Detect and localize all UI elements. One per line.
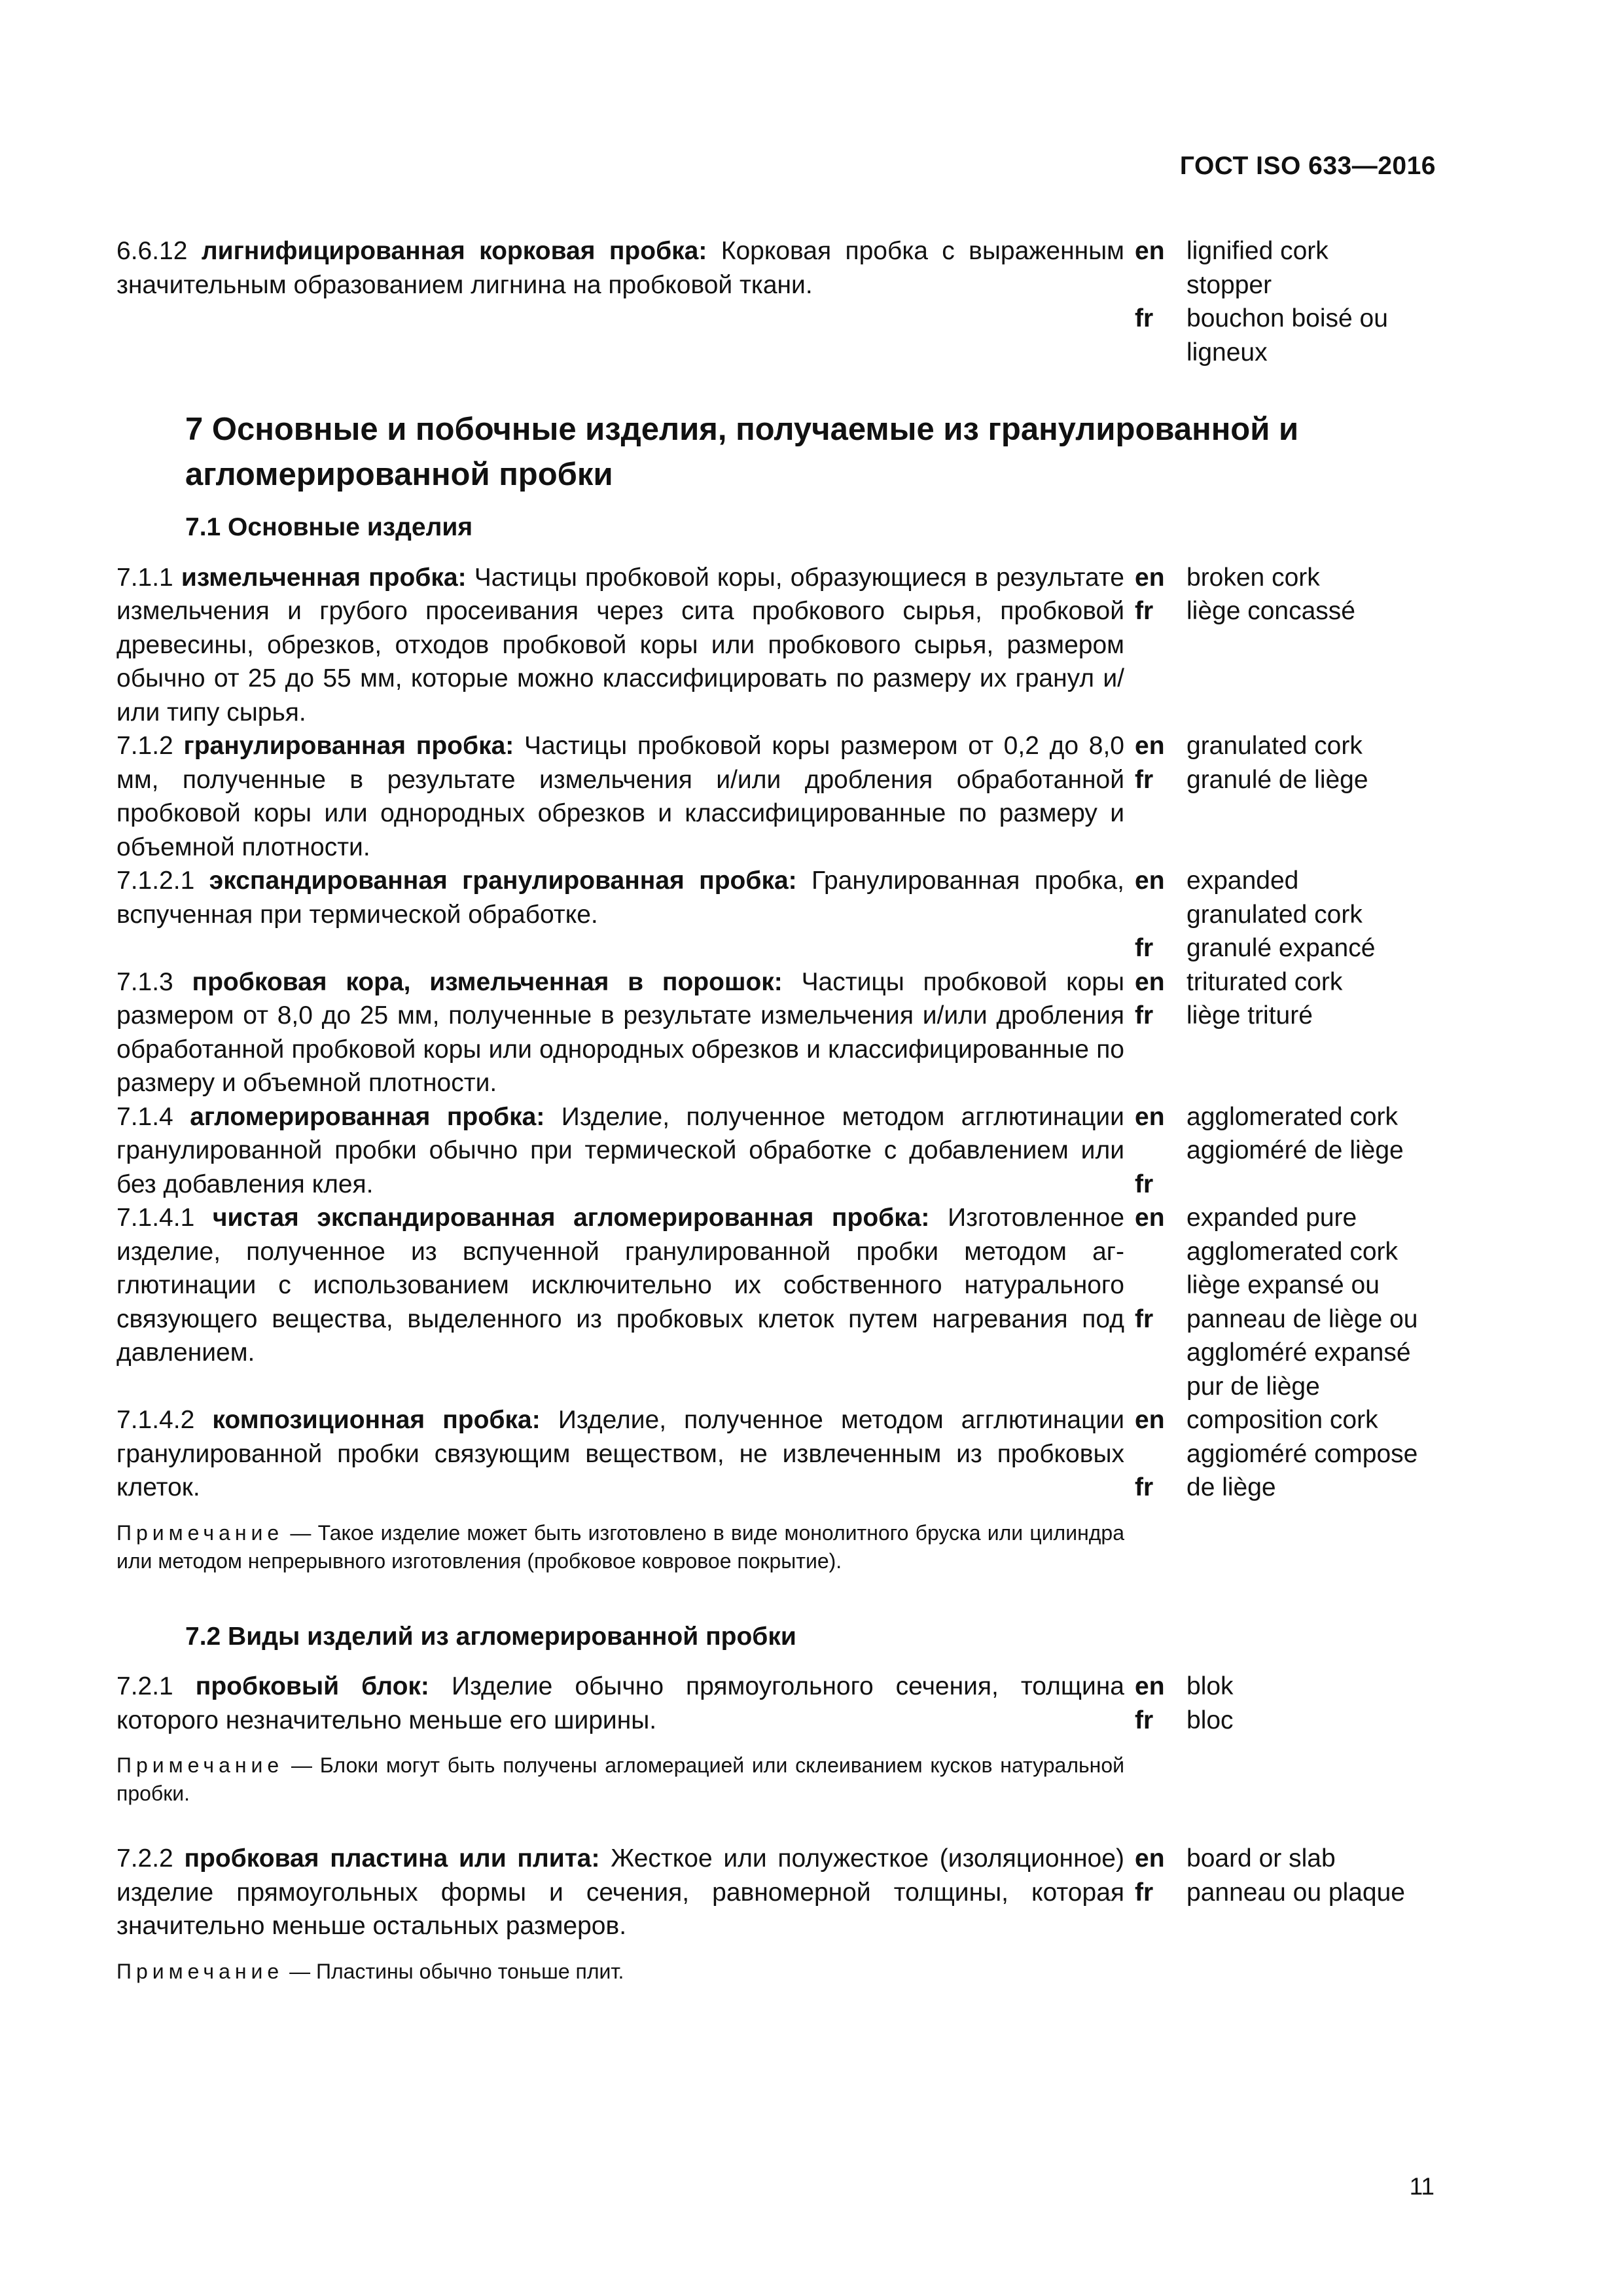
lang-code-fr: fr	[1135, 597, 1154, 625]
entry-term: измельченная пробка:	[181, 563, 467, 592]
entry-definition	[116, 1201, 1124, 1403]
translation-fr: liège trituré	[1186, 1001, 1313, 1030]
entry-note	[116, 1958, 1124, 1986]
lang-code-en: en	[1135, 1672, 1165, 1700]
note-label: Примечание	[116, 1520, 284, 1545]
lang-code-en: en	[1135, 967, 1165, 996]
entry-number: 7.1.4.1	[116, 1204, 195, 1232]
language-codes	[1131, 1201, 1180, 1403]
translation-fr: liège expansé ou panneau de liège ou aggloméré expansé pur de liège	[1186, 1271, 1418, 1401]
entry-note	[116, 1519, 1124, 1575]
lang-code-en: en	[1135, 1406, 1165, 1434]
language-codes	[1131, 1842, 1180, 1986]
translations	[1186, 965, 1419, 1100]
translation-fr: bouchon boisé ou ligneux	[1186, 304, 1388, 367]
entry-number: 7.1.4.2	[116, 1406, 195, 1434]
note-label: Примечание	[116, 1753, 284, 1777]
lang-code-fr: fr	[1135, 1304, 1154, 1333]
term-entry-7-2-2	[116, 1842, 1432, 1986]
entry-text: Изделие обычно прямоугольного сечения, толщина которого незначительно меньше его ширины.	[116, 1672, 1125, 1734]
entry-text: Частицы пробковой коры, образующиеся в результате измельчения и грубого просеивания через сита пробкового сырья, пробковой древесины, обрезков, отходов пробковой коры или пробкового сырья, размером обычно от 25 до 55 мм, которые можно классифицировать по размеру их гранул и/или типу сырья.	[116, 563, 1124, 726]
language-codes	[1131, 864, 1180, 965]
lang-code-fr: fr	[1135, 1706, 1154, 1734]
entry-text: Частицы пробковой коры размером от 8,0 до 25 мм, полученные в результате измельчения и/или дробления обработанной пробковой коры или однородных обрезков и классифицированные по размеру и объемной плотности.	[116, 967, 1124, 1097]
entry-number: 7.1.4	[116, 1102, 173, 1131]
lang-code-fr: fr	[1135, 1170, 1154, 1198]
note-label: Примечание	[116, 1959, 284, 1983]
entry-definition	[116, 1403, 1124, 1505]
entry-text: Корковая пробка с выраженным значительным образованием лигнина на пробковой ткани.	[116, 237, 1124, 299]
entry-text: Изделие, полученное методом агглютинации гранулированной пробки обычно при термической обработке с добавлением или без добавления клея.	[116, 1102, 1124, 1198]
entry-term: экспандированная гранулированная пробка:	[209, 867, 797, 895]
translation-fr: aggioméré de liège	[1186, 1136, 1404, 1164]
entry-term: композиционная пробка:	[212, 1406, 541, 1434]
translation-fr: granulé expancé	[1186, 934, 1376, 962]
term-entry-6-6-12	[116, 234, 1432, 369]
translations	[1186, 561, 1419, 730]
lang-code-fr: fr	[1135, 304, 1154, 332]
document-body	[116, 234, 1432, 1986]
entry-definition	[116, 729, 1124, 864]
entry-number: 7.1.2.1	[116, 867, 195, 895]
translation-en: composition cork	[1186, 1406, 1378, 1434]
note-text: — Пластины обычно тоньше плит.	[289, 1959, 624, 1983]
term-entry-7-1-4-1	[116, 1201, 1432, 1403]
language-codes	[1131, 729, 1180, 864]
translation-en: board or slab	[1186, 1844, 1336, 1873]
translations	[1186, 1842, 1419, 1986]
translations	[1186, 234, 1419, 369]
language-codes	[1131, 234, 1180, 369]
lang-code-fr: fr	[1135, 1001, 1154, 1030]
entry-text: Гранулированная пробка, вспученная при термической обработке.	[116, 867, 1124, 929]
entry-number: 7.2.1	[116, 1672, 173, 1700]
lang-code-fr: fr	[1135, 934, 1154, 962]
section-title: 7 Основные и побочные изделия, получаемые из гранулированной и агломерированной пробки	[185, 412, 1299, 492]
lang-code-fr: fr	[1135, 765, 1154, 794]
entry-definition	[116, 965, 1124, 1100]
term-entry-7-2-1	[116, 1670, 1432, 1808]
translations	[1186, 864, 1419, 965]
document-header: ГОСТ ISO 633—2016	[1179, 152, 1436, 180]
lang-code-fr: fr	[1135, 1473, 1154, 1501]
entry-term: гранулированная пробка:	[183, 732, 514, 760]
subsection-title: 7.1 Основные изделия	[185, 513, 473, 541]
term-entry-7-1-4-2	[116, 1403, 1432, 1575]
entry-text: Изготовленное изделие, полученное из вспученной гранулированной пробки методом агглютинации с использованием исключительно их собственного натурального связующего вещества, выделенного из пробковых клеток путем нагревания под давлением.	[116, 1204, 1125, 1367]
entry-definition	[116, 1100, 1124, 1202]
lang-code-en: en	[1135, 563, 1165, 592]
translation-en: broken cork	[1186, 563, 1320, 592]
language-codes	[1131, 1100, 1180, 1202]
entry-body	[116, 1670, 1124, 1808]
entry-text: Изделие, полученное методом агглютинации гранулированной пробки связующим веществом, не извлеченным из пробковых клеток.	[116, 1406, 1124, 1501]
lang-code-en: en	[1135, 237, 1165, 265]
note-text: — Такое изделие может быть изготовлено в виде монолитного бруска или цилиндра или методом непрерывного изготовления (пробковое ковровое покрытие).	[116, 1520, 1125, 1573]
entry-definition	[116, 864, 1124, 965]
term-entry-7-1-2-1	[116, 864, 1432, 965]
entry-number: 7.2.2	[116, 1844, 173, 1873]
lang-code-en: en	[1135, 867, 1165, 895]
entry-definition	[116, 1842, 1124, 1943]
entry-term: пробковая кора, измельченная в порошок:	[192, 967, 783, 996]
entry-text: Жесткое или полужесткое (изоляционное) изделие прямоугольных формы и сечения, равномерной толщины, которая значительно меньше остальных размеров.	[116, 1844, 1124, 1940]
translation-en: triturated cork	[1186, 967, 1343, 996]
translation-en: expanded pure agglomerated cork	[1186, 1204, 1399, 1266]
translation-en: blok	[1186, 1672, 1234, 1700]
term-entry-7-1-4	[116, 1100, 1432, 1202]
lang-code-en: en	[1135, 1844, 1165, 1873]
language-codes	[1131, 1670, 1180, 1808]
term-entry-7-1-1	[116, 561, 1432, 730]
translation-fr: panneau ou plaque	[1186, 1878, 1405, 1907]
language-codes	[1131, 965, 1180, 1100]
translation-en: lignified cork stopper	[1186, 237, 1329, 299]
entry-definition	[116, 561, 1124, 730]
entry-text: Частицы пробковой коры размером от 0,2 до 8,0 мм, полученные в результате измельчения и/или дробления обработанной пробковой коры или однородных обрезков и классифицированные по размеру и объемной плотности.	[116, 732, 1124, 861]
note-text: — Блоки могут быть получены агломерацией или склеиванием кусков натуральной пробки.	[116, 1753, 1125, 1805]
entry-body	[116, 1403, 1124, 1575]
page-number: 11	[1409, 2173, 1435, 2200]
translation-en: agglomerated cork	[1186, 1102, 1399, 1131]
lang-code-en: en	[1135, 732, 1165, 760]
entry-number: 6.6.12	[116, 237, 188, 265]
translations	[1186, 1670, 1419, 1808]
language-codes	[1131, 1403, 1180, 1575]
translations	[1186, 1403, 1419, 1575]
translations	[1186, 1100, 1419, 1202]
entry-term: пробковый блок:	[195, 1672, 429, 1700]
entry-term: пробковая пластина или плита:	[184, 1844, 600, 1873]
translation-en: expanded granulated cork	[1186, 867, 1363, 929]
entry-number: 7.1.3	[116, 967, 173, 996]
language-codes	[1131, 561, 1180, 730]
subsection-title: 7.2 Виды изделий из агломерированной пробки	[185, 1622, 796, 1651]
entry-number: 7.1.2	[116, 732, 173, 760]
entry-note	[116, 1751, 1124, 1808]
translation-fr: bloc	[1186, 1706, 1234, 1734]
term-entry-7-1-2	[116, 729, 1432, 864]
entry-definition	[116, 234, 1124, 369]
translations	[1186, 729, 1419, 864]
translation-fr: aggioméré compose de liège	[1186, 1439, 1418, 1501]
lang-code-en: en	[1135, 1204, 1165, 1232]
translation-fr: liège concassé	[1186, 597, 1355, 625]
translations	[1186, 1201, 1419, 1403]
entry-term: агломерированная пробка:	[190, 1102, 545, 1131]
translation-fr: granulé de liège	[1186, 765, 1368, 794]
lang-code-fr: fr	[1135, 1878, 1154, 1907]
translation-en: granulated cork	[1186, 732, 1363, 760]
entry-number: 7.1.1	[116, 563, 173, 592]
entry-definition	[116, 1670, 1124, 1737]
entry-body	[116, 1842, 1124, 1986]
entry-term: чистая экспандированная агломерированная пробка:	[212, 1204, 930, 1232]
entry-term: лигнифицированная корковая пробка:	[201, 237, 707, 265]
lang-code-en: en	[1135, 1102, 1165, 1131]
term-entry-7-1-3	[116, 965, 1432, 1100]
